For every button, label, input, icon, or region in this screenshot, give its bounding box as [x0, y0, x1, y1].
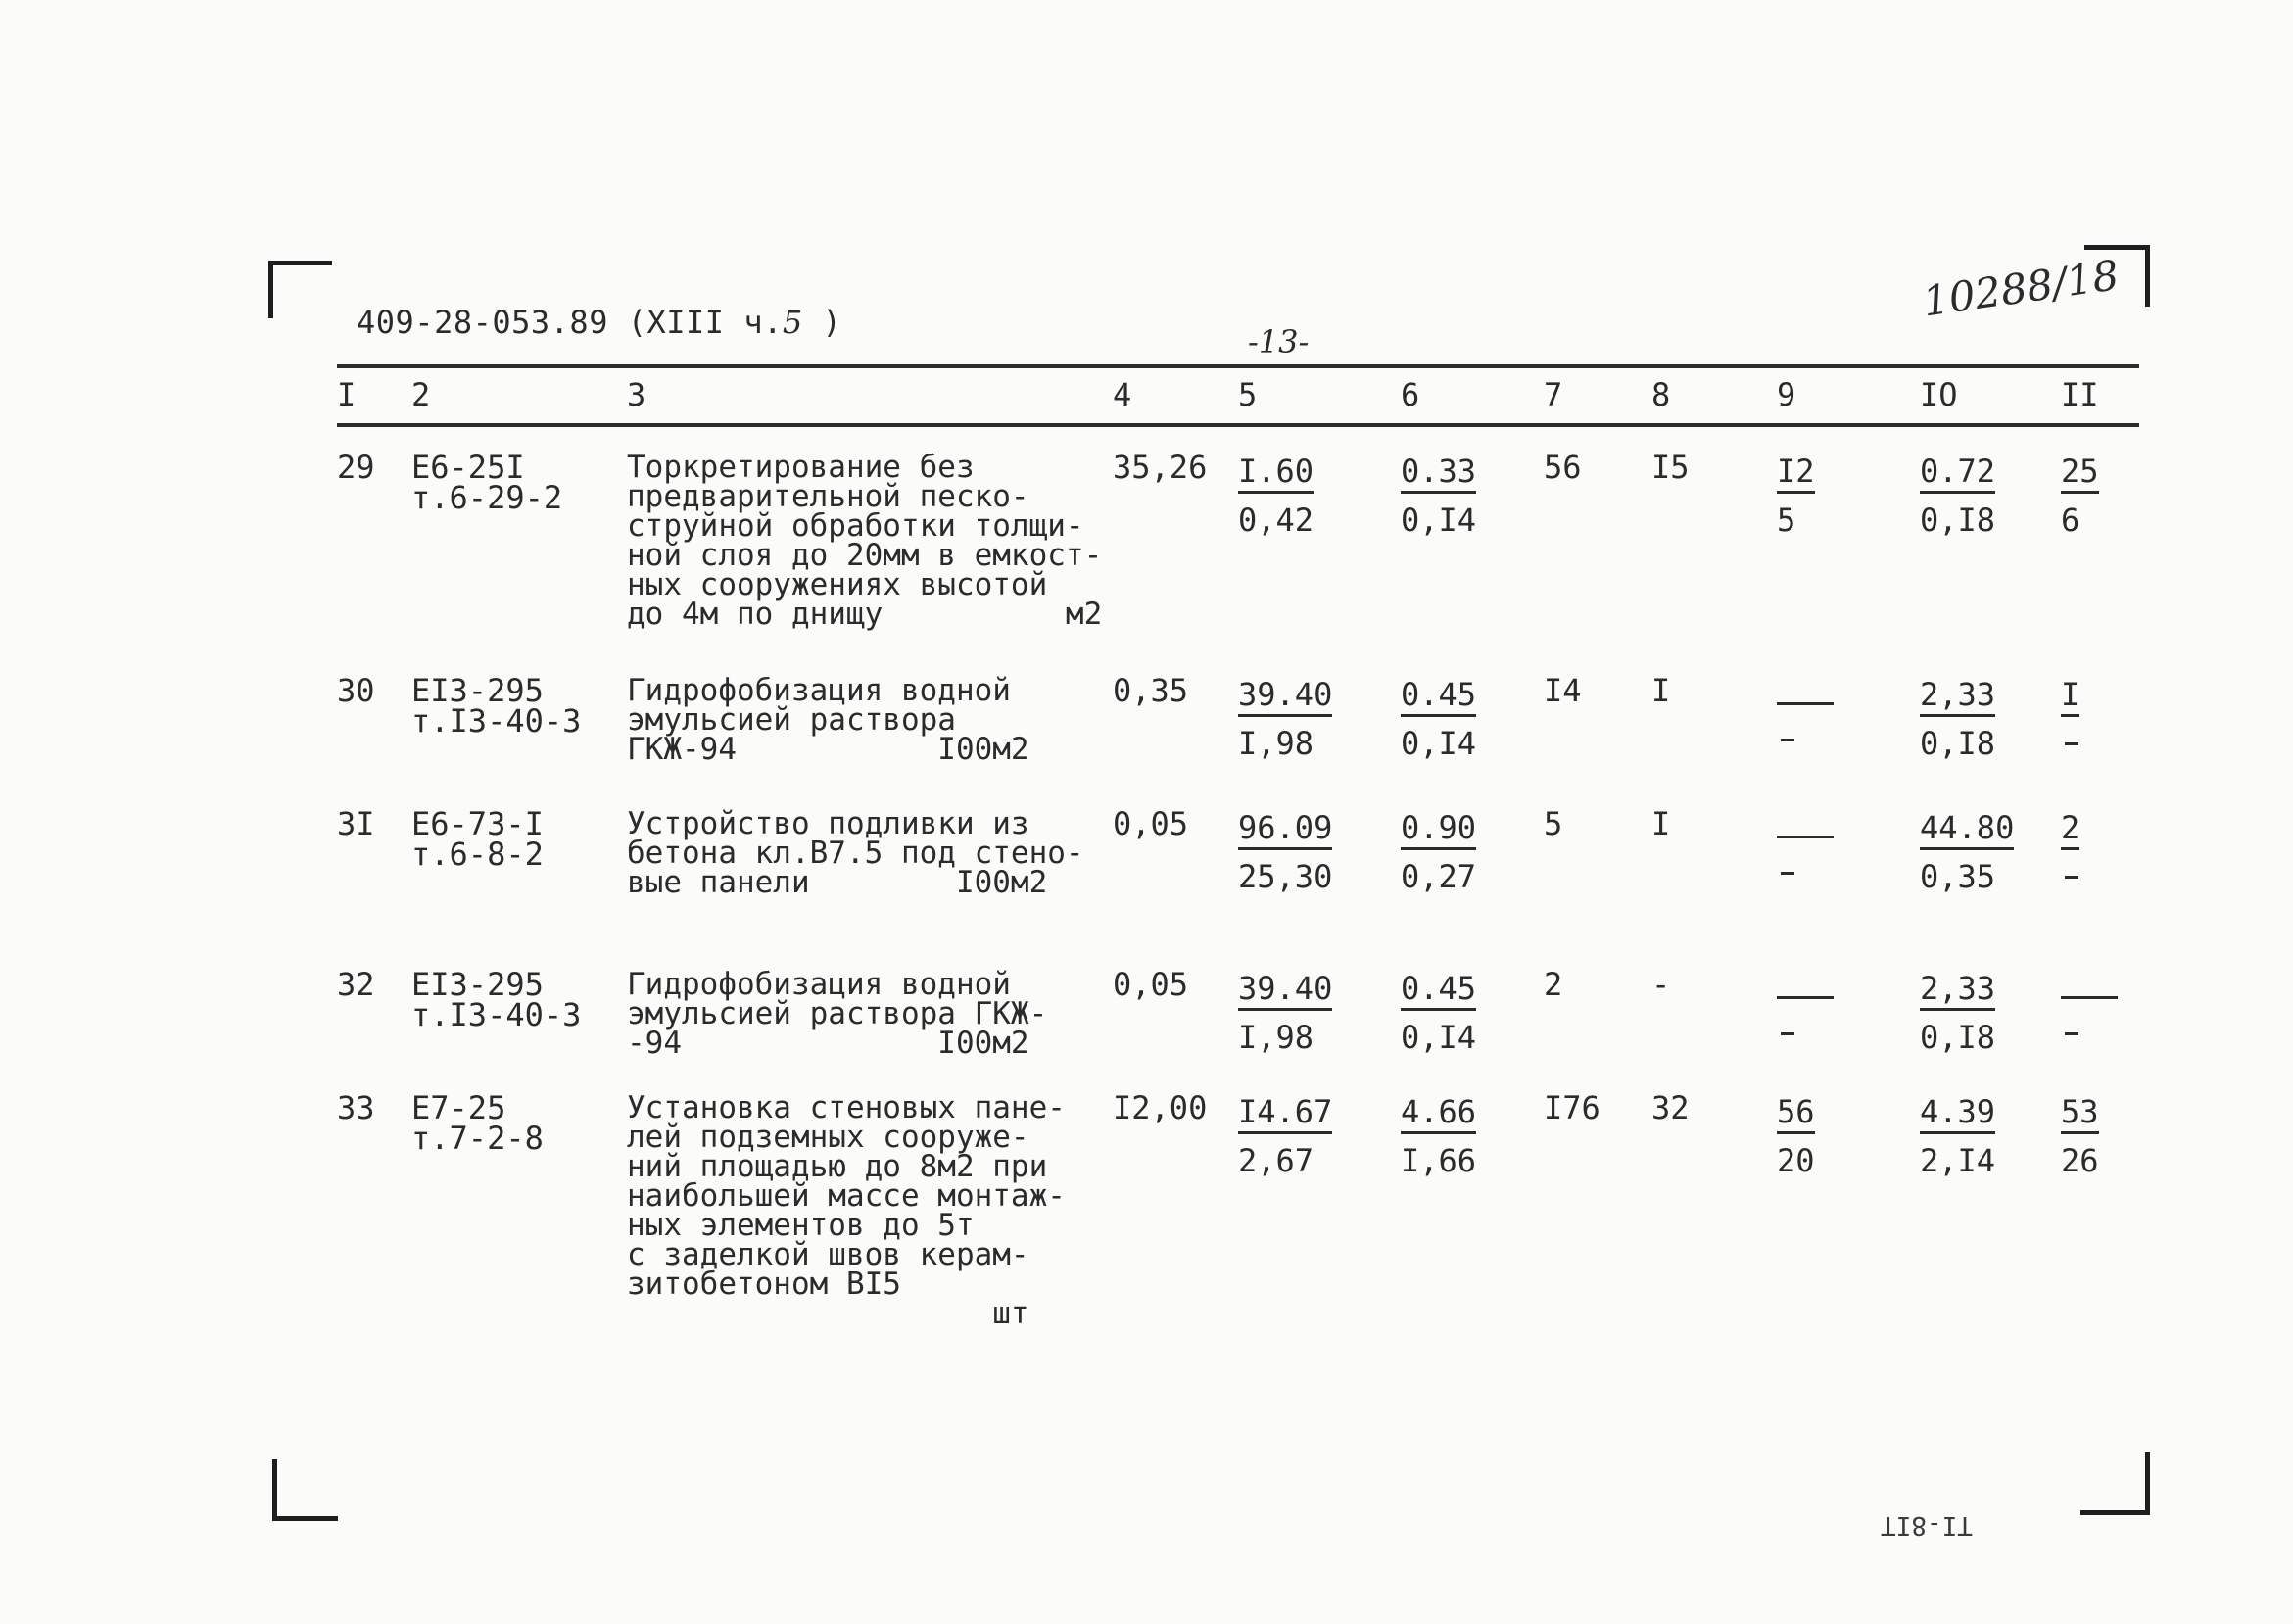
cost-col-6: [1401, 970, 1476, 1056]
value-col-8: -: [1651, 966, 1671, 1003]
norm-code: [411, 1089, 544, 1157]
norm-code-line: т.6-29-2: [411, 479, 563, 516]
value-col-9-bottom: [1781, 1032, 1794, 1035]
work-description: [627, 1090, 1066, 1331]
cost-col-6-bottom: 0,I4: [1401, 1019, 1477, 1056]
value-col-9: [1777, 970, 1834, 1035]
value-col-11: [2061, 970, 2118, 1035]
norm-code: [411, 672, 582, 740]
column-header-6: 6: [1401, 376, 1420, 413]
norm-code: [411, 805, 544, 873]
value-col-11-top: 53: [2061, 1093, 2099, 1134]
work-description-line: Установка стеновых пане-: [627, 1090, 1066, 1125]
value-col-9-bottom: 5: [1777, 502, 1796, 539]
column-header-10: IO: [1920, 376, 1958, 413]
work-description-line: предварительной песко-: [627, 479, 1029, 514]
value-col-8: I5: [1651, 449, 1690, 486]
work-description-line: ГКЖ-94 I00м2: [627, 732, 1029, 767]
norm-code-line: т.I3-40-3: [411, 702, 582, 740]
value-col-7: I4: [1544, 672, 1582, 709]
row-number: 30: [337, 672, 375, 709]
cost-col-5-top: I.60: [1238, 453, 1314, 494]
value-col-11: [2061, 1093, 2099, 1179]
value-col-11: [2061, 676, 2079, 745]
value-col-11-bottom: [2065, 1032, 2078, 1035]
value-col-10: [1920, 453, 1995, 539]
column-header-7: 7: [1544, 376, 1563, 413]
work-description: [627, 450, 1103, 632]
cost-col-5-bottom: I,98: [1238, 725, 1314, 762]
row-number: 3I: [337, 805, 375, 842]
work-description-line: ний площадью до 8м2 при: [627, 1149, 1048, 1184]
value-col-7: 2: [1544, 966, 1563, 1003]
norm-code-line: т.6-8-2: [411, 836, 544, 873]
cost-col-6: [1401, 453, 1476, 539]
value-col-9-bottom: [1781, 739, 1794, 741]
work-description-line: до 4м по днищу м2: [627, 597, 1103, 632]
value-col-8: I: [1651, 672, 1671, 709]
cost-col-6-bottom: 0,27: [1401, 858, 1477, 895]
value-col-10: [1920, 970, 1995, 1056]
value-col-10-top: 2,33: [1920, 970, 1995, 1011]
column-header-5: 5: [1238, 376, 1258, 413]
value-col-10-bottom: 0,I8: [1920, 502, 1996, 539]
value-col-10: [1920, 1093, 1995, 1179]
value-col-10-top: 44.80: [1920, 809, 2014, 850]
work-description-line: наибольшей массе монтаж-: [627, 1178, 1066, 1214]
work-description-line: эмульсией раствора ГКЖ-: [627, 996, 1048, 1031]
quantity: 35,26: [1113, 449, 1208, 486]
row-number: 32: [337, 966, 375, 1003]
work-description-line: зитобетоном BI5: [627, 1266, 901, 1302]
value-col-11: [2061, 453, 2099, 539]
cost-col-6-top: 0.33: [1401, 453, 1476, 494]
crop-mark-bottom-left: [272, 1459, 338, 1521]
value-col-9: [1777, 1093, 1815, 1179]
cost-col-5-bottom: I,98: [1238, 1019, 1314, 1056]
value-col-7: 5: [1544, 805, 1563, 842]
work-description-line: ной слоя до 20мм в емкост-: [627, 538, 1103, 573]
value-col-8: I: [1651, 805, 1671, 842]
table-top-rule: [337, 364, 2139, 368]
archive-stamp: TI-8IT: [1881, 1510, 1973, 1540]
value-col-9: [1777, 453, 1815, 539]
value-col-10-top: 4.39: [1920, 1093, 1995, 1134]
work-description-line: ных элементов до 5т: [627, 1208, 975, 1243]
value-col-11: [2061, 809, 2079, 879]
cost-col-5-bottom: 0,42: [1238, 502, 1314, 539]
work-description-line: Гидрофобизация водной: [627, 967, 1011, 1002]
document-part: 5: [782, 304, 803, 341]
cost-col-5: [1238, 1093, 1332, 1179]
cost-col-5-top: 39.40: [1238, 970, 1332, 1011]
norm-code-line: E6-25I: [411, 449, 525, 486]
norm-code-line: т.7-2-8: [411, 1120, 544, 1157]
quantity: 0,05: [1113, 805, 1189, 842]
cost-col-6-top: 0.90: [1401, 809, 1476, 850]
cost-col-6-top: 0.45: [1401, 970, 1476, 1011]
work-description: [627, 806, 1084, 900]
cost-col-6: [1401, 809, 1476, 895]
value-col-9-top: [1777, 981, 1834, 999]
value-col-7: I76: [1544, 1089, 1600, 1126]
column-header-8: 8: [1651, 376, 1671, 413]
value-col-10: [1920, 809, 2014, 895]
column-header-11: II: [2061, 376, 2099, 413]
work-description-line: ных сооружениях высотой: [627, 567, 1048, 602]
cost-col-6-bottom: 0,I4: [1401, 725, 1477, 762]
value-col-10-bottom: 0,I8: [1920, 1019, 1996, 1056]
document-code: [357, 304, 841, 341]
work-description-line: Устройство подливки из: [627, 806, 1029, 841]
cost-col-6-bottom: I,66: [1401, 1142, 1477, 1179]
cost-col-6: [1401, 676, 1476, 762]
cost-col-5-bottom: 2,67: [1238, 1142, 1314, 1179]
crop-mark-top-left: [268, 261, 332, 318]
column-header-9: 9: [1777, 376, 1796, 413]
cost-col-5-top: 39.40: [1238, 676, 1332, 717]
norm-code-line: E7-25: [411, 1089, 506, 1126]
quantity: 0,05: [1113, 966, 1189, 1003]
work-description-line: вые панели I00м2: [627, 865, 1048, 900]
cost-col-6-bottom: 0,I4: [1401, 502, 1477, 539]
work-description: [627, 967, 1048, 1061]
cost-col-5: [1238, 809, 1332, 895]
work-description-line: -94 I00м2: [627, 1026, 1029, 1061]
cost-col-5-top: 96.09: [1238, 809, 1332, 850]
quantity: I2,00: [1113, 1089, 1208, 1126]
value-col-11-bottom: 6: [2061, 502, 2080, 539]
work-description-line: эмульсией раствора: [627, 702, 956, 738]
value-col-10-top: 2,33: [1920, 676, 1995, 717]
value-col-9-top: [1777, 821, 1834, 838]
value-col-9-top: I2: [1777, 453, 1815, 494]
cost-col-5-top: I4.67: [1238, 1093, 1332, 1134]
work-description-line: бетона кл.B7.5 под стено-: [627, 836, 1084, 871]
norm-code-line: т.I3-40-3: [411, 996, 582, 1033]
column-header-3: 3: [627, 376, 646, 413]
norm-code: [411, 966, 582, 1033]
value-col-10-bottom: 0,I8: [1920, 725, 1996, 762]
table-header-rule: [337, 423, 2139, 427]
work-description-line: Гидрофобизация водной: [627, 673, 1011, 708]
work-description-line: лей подземных сооруже-: [627, 1120, 1029, 1155]
cost-col-5: [1238, 453, 1314, 539]
value-col-10: [1920, 676, 1995, 762]
value-col-11-bottom: [2065, 742, 2078, 745]
column-header-2: 2: [411, 376, 431, 413]
work-description: [627, 673, 1029, 767]
value-col-11-top: I: [2061, 676, 2079, 717]
value-col-10-bottom: 2,I4: [1920, 1142, 1996, 1179]
cost-col-6: [1401, 1093, 1476, 1179]
column-header-4: 4: [1113, 376, 1132, 413]
crop-mark-bottom-right: [2080, 1452, 2150, 1515]
value-col-11-bottom: [2065, 876, 2078, 879]
cost-col-5: [1238, 676, 1332, 762]
cost-col-5: [1238, 970, 1332, 1056]
work-description-line: Торкретирование без: [627, 450, 975, 485]
norm-code-line: EI3-295: [411, 966, 544, 1003]
norm-code: [411, 449, 563, 516]
value-col-10-top: 0.72: [1920, 453, 1995, 494]
document-code-close: ): [802, 304, 842, 341]
value-col-9: [1777, 809, 1834, 875]
value-col-9-bottom: 20: [1777, 1142, 1815, 1179]
document-code-text: 409-28-053.89 (XIII ч.: [357, 304, 783, 341]
page-number: -13-: [1248, 323, 1310, 360]
work-description-line: шт: [627, 1296, 1029, 1331]
work-description-line: струйной обработки толщи-: [627, 508, 1084, 544]
quantity: 0,35: [1113, 672, 1189, 709]
norm-code-line: EI3-295: [411, 672, 544, 709]
value-col-11-bottom: 26: [2061, 1142, 2099, 1179]
value-col-9-top: 56: [1777, 1093, 1815, 1134]
cost-col-6-top: 0.45: [1401, 676, 1476, 717]
value-col-11-top: 2: [2061, 809, 2079, 850]
cost-col-6-top: 4.66: [1401, 1093, 1476, 1134]
cost-col-5-bottom: 25,30: [1238, 858, 1333, 895]
value-col-8: 32: [1651, 1089, 1690, 1126]
row-number: 29: [337, 449, 375, 486]
value-col-9-top: [1777, 688, 1834, 705]
value-col-10-bottom: 0,35: [1920, 858, 1996, 895]
row-number: 33: [337, 1089, 375, 1126]
value-col-9-bottom: [1781, 872, 1794, 875]
value-col-7: 56: [1544, 449, 1582, 486]
value-col-11-top: [2061, 981, 2118, 999]
norm-code-line: E6-73-I: [411, 805, 544, 842]
value-col-11-top: 25: [2061, 453, 2099, 494]
work-description-line: с заделкой швов керам-: [627, 1237, 1029, 1272]
column-header-1: I: [337, 376, 357, 413]
archive-number: 10288/18: [1920, 250, 2123, 326]
value-col-9: [1777, 676, 1834, 741]
